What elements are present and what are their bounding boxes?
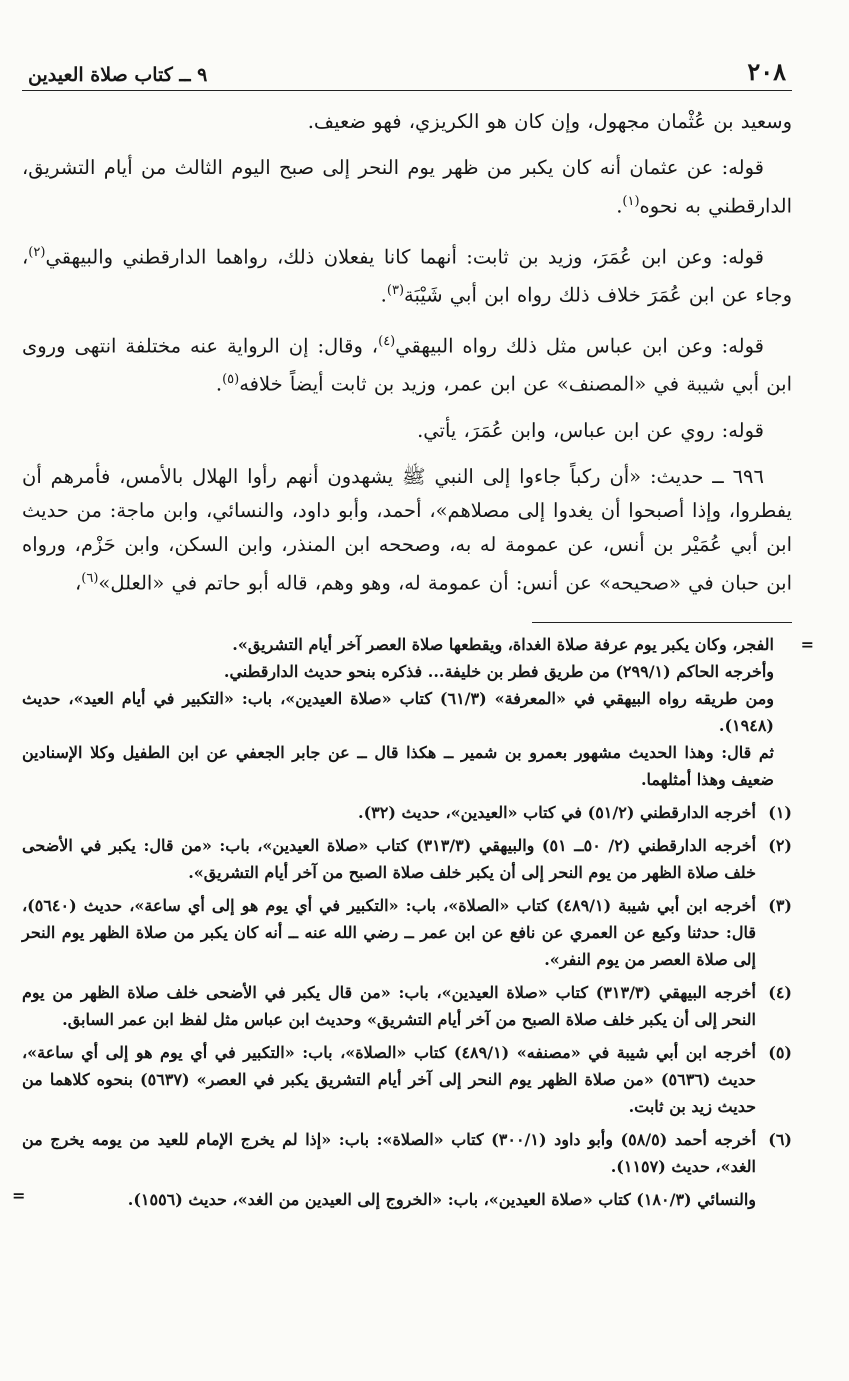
- paragraph: قوله: عن عثمان أنه كان يكبر من ظهر يوم النحر إلى صبح اليوم الثالث من أيام التشريق، الدارقطني به نحوه$^{(١)}$.: [22, 156, 792, 218]
- footnote-ref[interactable]: (٥): [222, 372, 240, 387]
- main-text: [22, 105, 792, 600]
- footnote-tail: والنسائي (١٨٠/٣) كتاب «صلاة العيدين»، باب: «الخروج إلى العيدين من الغد»، حديث (١٥٥٦). =: [12, 1186, 756, 1209]
- continuation-marker: =: [12, 1186, 26, 1205]
- footnote: (٢) أخرجه الدارقطني (٢/ ٥٠ــ ٥١) والبيهقي (٣١٣/٣) كتاب «صلاة العيدين»، باب: «من قال: يكبر في الأضحى خلف صلاة الظهر من يوم النحر إلى أن يكبر خلف صلاة الصبح من آخر أيام التشريق».: [22, 832, 792, 886]
- footnote-ref[interactable]: (٢): [28, 244, 46, 260]
- page-header: [22, 44, 792, 91]
- running-title: ٩ ــ كتاب صلاة العيدين: [28, 64, 208, 86]
- footnote-ref[interactable]: (٦): [81, 570, 99, 586]
- hadith-paragraph: ٦٩٦ ــ حديث: «أن ركباً جاءوا إلى النبي ﷺ يشهدون أنهم رأوا الهلال بالأمس، فأمرهم أن يفطروا، وإذا أصبحوا أن يغدوا إلى مصلاهم»، أحمد، وأبو داود، والنسائي، وابن ماجة: من حديث ابن أبي عُمَيْر بن أنس، عن عمومة له به، وصححه ابن المنذر، وابن السكن، وابن حَزْم، ورواه ابن حبان في «صحيحه» عن أنس: أن عمومة له، وهو وهم، قاله أبو حاتم في «العلل»$^{(٦)}$،: [22, 464, 792, 594]
- footnote-continuation: = الفجر، وكان يكبر يوم عرفة صلاة الغداة، ويقطعها صلاة العصر آخر أيام التشريق». وأخرجه الحاكم (٢٩٩/١) من طريق فطر بن خليفة... فذكره بنحو حديث الدارقطني. ومن طريقه رواه البيهقي في «المعرفة» (٦١/٣) كتاب «صلاة العيدين»، باب: «التكبير في أيام العيد»، حديث (١٩٤٨). ثم قال: وهذا الحديث مشهور بعمرو بن شمير ــ هكذا قال ــ عن جابر الجعفي عن ابن الطفيل وكلا الإسنادين ضعيف وهذا أمثلهما.: [22, 631, 792, 793]
- footnote-ref[interactable]: (٣): [386, 283, 405, 298]
- footnote-ref[interactable]: (٤): [378, 333, 396, 349]
- paragraph: قوله: وعن ابن عباس مثل ذلك رواه البيهقي$^{(٤)}$، وقال: إن الرواية عنه مختلفة انتهى وروى ابن أبي شيبة في «المصنف» عن ابن عمر، وزيد بن ثابت أيضاً خلافه$^{(٥)}$.: [22, 333, 792, 396]
- footnote-number: (٤): [768, 983, 792, 1002]
- footnote: (٥) أخرجه ابن أبي شيبة في «مصنفه» (٤٨٩/١) كتاب «الصلاة»، باب: «التكبير في أي يوم هو إلى أي ساعة»، حديث (٥٦٣٦) «من صلاة الظهر يوم النحر إلى آخر أيام التشريق يكبر في العصر» (٥٦٣٧) بنحوه كلاهما من حديث زيد بن ثابت.: [22, 1039, 792, 1120]
- footnote-number: (٢): [768, 836, 792, 855]
- footnote-number: (٥): [768, 1043, 792, 1062]
- footnote-number: (٦): [768, 1130, 792, 1149]
- footnote: (٣) أخرجه ابن أبي شيبة (٤٨٩/١) كتاب «الصلاة»، باب: «التكبير في أي يوم هو إلى أي ساعة»، حديث (٥٦٤٠)، قال: حدثنا وكيع عن العمري عن نافع عن ابن عمر ــ رضي الله عنه ــ أنه كان يكبر من صلاة الظهر يوم النحر إلى صلاة العصر من يوم النفر».: [22, 892, 792, 973]
- book-page: [12, 44, 814, 1213]
- footnote-ref[interactable]: (١): [622, 194, 640, 209]
- paragraph: قوله: وعن ابن عُمَرَ، وزيد بن ثابت: أنهما كانا يفعلان ذلك، رواهما الدارقطني والبيهقي$^{(٢)}$، وجاء عن ابن عُمَرَ خلاف ذلك رواه ابن أبي شَيْبَة$^{(٣)}$.: [22, 244, 792, 307]
- footnote: (٤) أخرجه البيهقي (٣١٣/٣) كتاب «صلاة العيدين»، باب: «من قال يكبر في الأضحى خلف صلاة الظهر من يوم النحر إلى أن يكبر خلف صلاة الصبح من آخر أيام التشريق» وحديث ابن عباس مثل لفظ ابن عمر السابق.: [22, 979, 792, 1033]
- paragraph: وسعيد بن عُثْمان مجهول، وإن كان هو الكريزي، فهو ضعيف.: [307, 110, 792, 133]
- footnote: (٦) أخرجه أحمد (٥٨/٥) وأبو داود (٣٠٠/١) كتاب «الصلاة»: باب: «إذا لم يخرج الإمام للعيد من يومه يخرج من الغد»، حديث (١١٥٧).: [22, 1126, 792, 1180]
- footnote-number: (٣): [768, 896, 792, 915]
- footnote-number: (١): [768, 803, 792, 822]
- continuation-marker: =: [800, 635, 814, 654]
- page-number: ٢٠٨: [747, 57, 786, 86]
- footnote-divider: [532, 622, 792, 623]
- paragraph: قوله: روي عن ابن عباس، وابن عُمَرَ، يأتي.: [417, 418, 764, 442]
- footnote: (١) أخرجه الدارقطني (٥١/٢) في كتاب «العيدين»، حديث (٣٢).: [22, 799, 792, 826]
